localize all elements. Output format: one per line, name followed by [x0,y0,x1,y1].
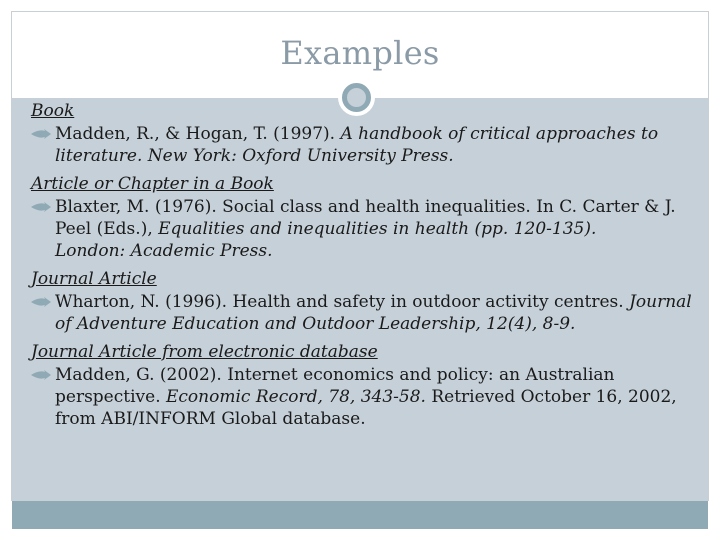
entry-italic-text: Equalities and inequalities in health (pp. 120-135). [158,219,597,239]
arrow-bullet-icon [31,202,51,212]
content-body [31,98,695,434]
section-heading: Journal Article from electronic database [31,342,378,362]
entry-text: Retrieved October 16, 2002, from ABI/INFORM Global database. [55,387,677,429]
frame-top-border [11,11,709,12]
section-book [31,98,695,167]
entry-italic-text: A handbook of critical approaches to literature. New York: Oxford University Press. [55,124,659,166]
arrow-bullet-icon [31,297,51,307]
entry-text: Madden, G. (2002). Internet economics and policy: an Australian perspective. [55,365,615,407]
section-heading: Article or Chapter in a Book [31,174,274,194]
reference-entry [31,364,695,430]
entry-italic-text: London: Academic Press. [55,241,273,261]
entry-italic-text: Economic Record, 78, 343-58. [166,387,426,407]
slide-title: Examples [280,34,440,72]
reference-entry [31,291,695,335]
frame-right-border [708,11,709,501]
section-journal-article [31,266,695,335]
section-heading: Journal Article [31,269,157,289]
section-article-chapter [31,171,695,262]
section-heading: Book [31,101,75,121]
arrow-bullet-icon [31,129,51,139]
frame-left-border [11,11,12,501]
footer-bar [12,501,708,529]
reference-entry [31,123,695,167]
arrow-bullet-icon [31,370,51,380]
entry-text: Wharton, N. (1996). Health and safety in outdoor activity centres. [55,292,630,312]
reference-entry [31,196,695,262]
entry-text: Madden, R., & Hogan, T. (1997). [55,124,341,144]
section-electronic-database [31,339,695,430]
entry-text: Blaxter, M. (1976). Social class and health inequalities. In C. Carter & J. Peel (Eds.), [55,197,676,239]
entry-italic-text: Journal of Adventure Education and Outdoor Leadership, 12(4), 8-9. [55,292,692,334]
